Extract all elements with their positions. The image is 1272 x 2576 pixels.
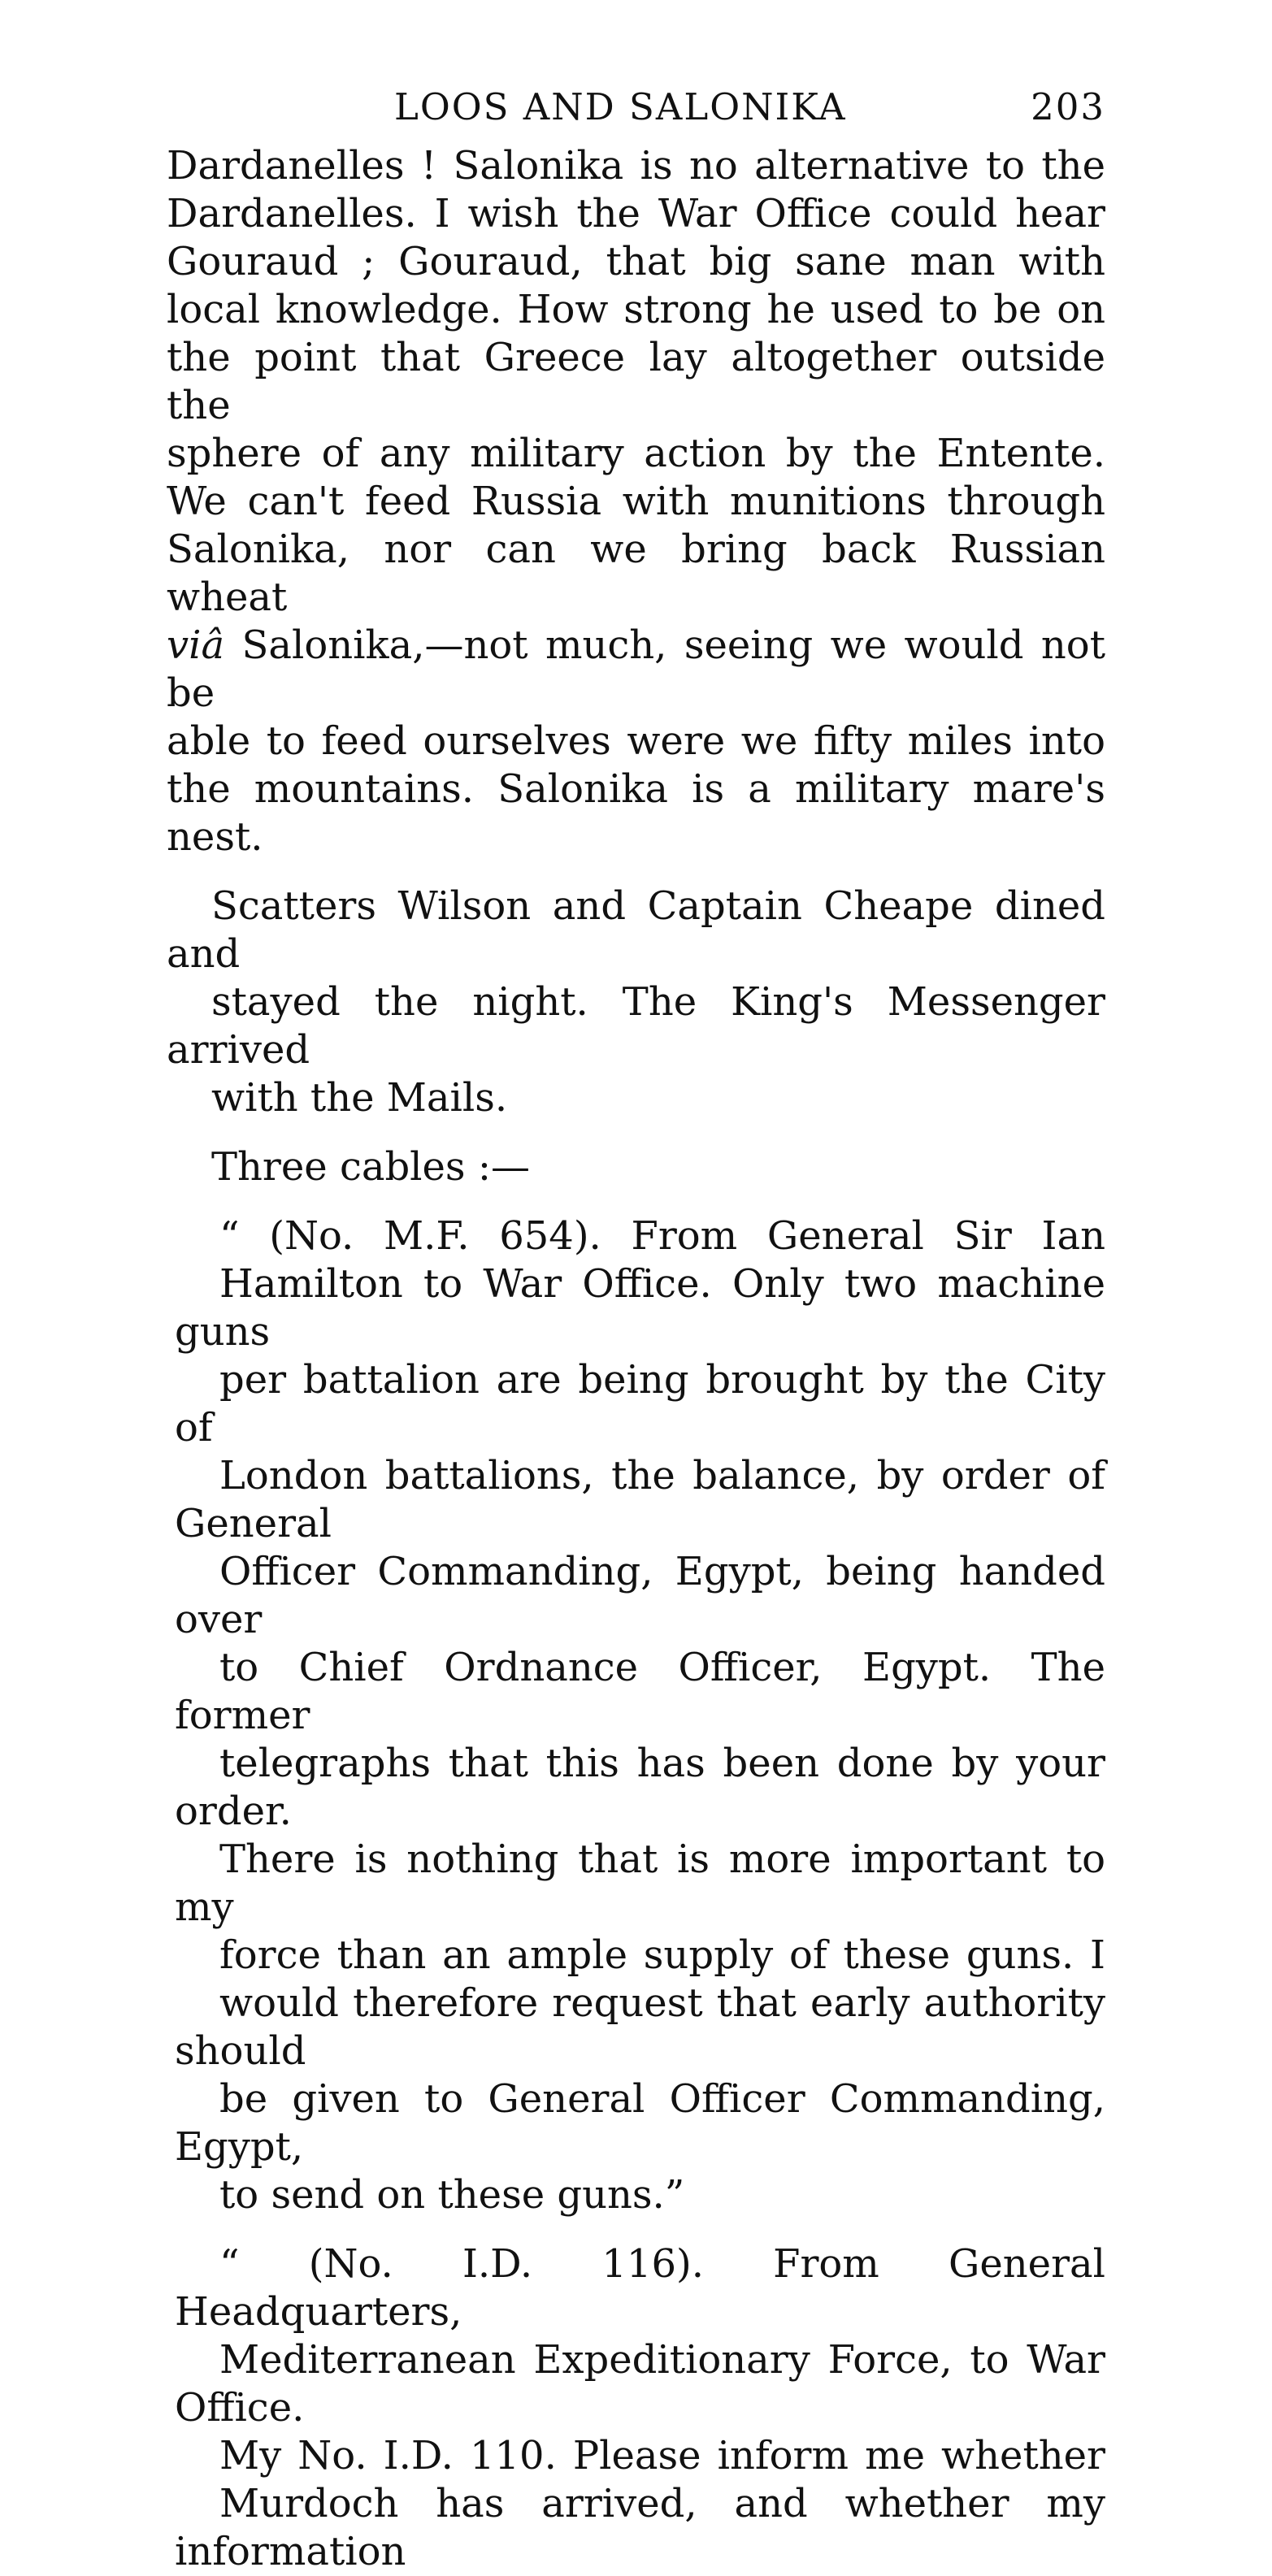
text-line: London battalions, the balance, by order of General: [175, 1453, 1105, 1546]
running-header: [167, 85, 1105, 142]
text-line: We can't feed Russia with munitions through: [167, 479, 1105, 524]
text-line: with the Mails.: [211, 1075, 508, 1121]
text-line: stayed the night. The King's Messenger arrived: [167, 979, 1105, 1073]
text-line: local knowledge. How strong he used to be on: [167, 287, 1105, 332]
text-line: telegraphs that this has been done by your order.: [175, 1741, 1105, 1834]
cable-mf-654: [167, 1212, 1105, 2219]
page-number: 203: [1031, 85, 1105, 128]
text-line: Three cables :—: [211, 1144, 530, 1190]
text-line: would therefore request that early authority should: [175, 1980, 1105, 2074]
italic-word: viâ: [167, 622, 225, 668]
cable-id-116: [167, 2240, 1105, 2576]
paragraph-salonika: [167, 142, 1105, 861]
text-line: Salonika, nor can we bring back Russian wheat: [167, 527, 1105, 620]
text-line: Scatters Wilson and Captain Cheape dined and: [167, 883, 1105, 977]
text-line: the mountains. Salonika is a military mare's: [167, 766, 1105, 812]
text-line: “ (No. M.F. 654). From General Sir Ian: [219, 1213, 1105, 1259]
text-line: be given to General Officer Commanding, Egypt,: [175, 2076, 1105, 2170]
text-line: to send on these guns.”: [219, 2172, 685, 2218]
text-line: Murdoch has arrived, and whether my information: [175, 2481, 1105, 2574]
text-line: Mediterranean Expeditionary Force, to War Office.: [175, 2337, 1105, 2431]
book-page: [167, 85, 1105, 2576]
text-line: viâ Salonika,—not much, seeing we would not be: [167, 622, 1105, 716]
text-line: My No. I.D. 110. Please inform me whether: [219, 2433, 1105, 2478]
paragraph-cables-intro: [167, 1143, 1105, 1191]
text-line: Hamilton to War Office. Only two machine guns: [175, 1261, 1105, 1355]
text-line: nest.: [167, 814, 263, 860]
text-line: force than an ample supply of these guns. I: [219, 1932, 1105, 1978]
text-line: the point that Greece lay altogether outside the: [167, 335, 1105, 428]
text-line: Officer Commanding, Egypt, being handed over: [175, 1549, 1105, 1642]
text-line: able to feed ourselves were we fifty miles into: [167, 718, 1105, 764]
text-line: “ (No. I.D. 116). From General Headquarters,: [175, 2241, 1105, 2335]
text-line: Dardanelles ! Salonika is no alternative to the: [167, 143, 1105, 189]
chapter-title: LOOS AND SALONIKA: [394, 85, 847, 128]
text-line: sphere of any military action by the Entente.: [167, 431, 1105, 476]
text-line: Gouraud ; Gouraud, that big sane man with: [167, 239, 1105, 284]
text-line: to Chief Ordnance Officer, Egypt. The former: [175, 1645, 1105, 1738]
paragraph-visitors: [167, 883, 1105, 1122]
text-line: Dardanelles. I wish the War Office could hear: [167, 191, 1105, 236]
text-line: There is nothing that is more important to my: [175, 1837, 1105, 1930]
text-line: per battalion are being brought by the City of: [175, 1357, 1105, 1451]
